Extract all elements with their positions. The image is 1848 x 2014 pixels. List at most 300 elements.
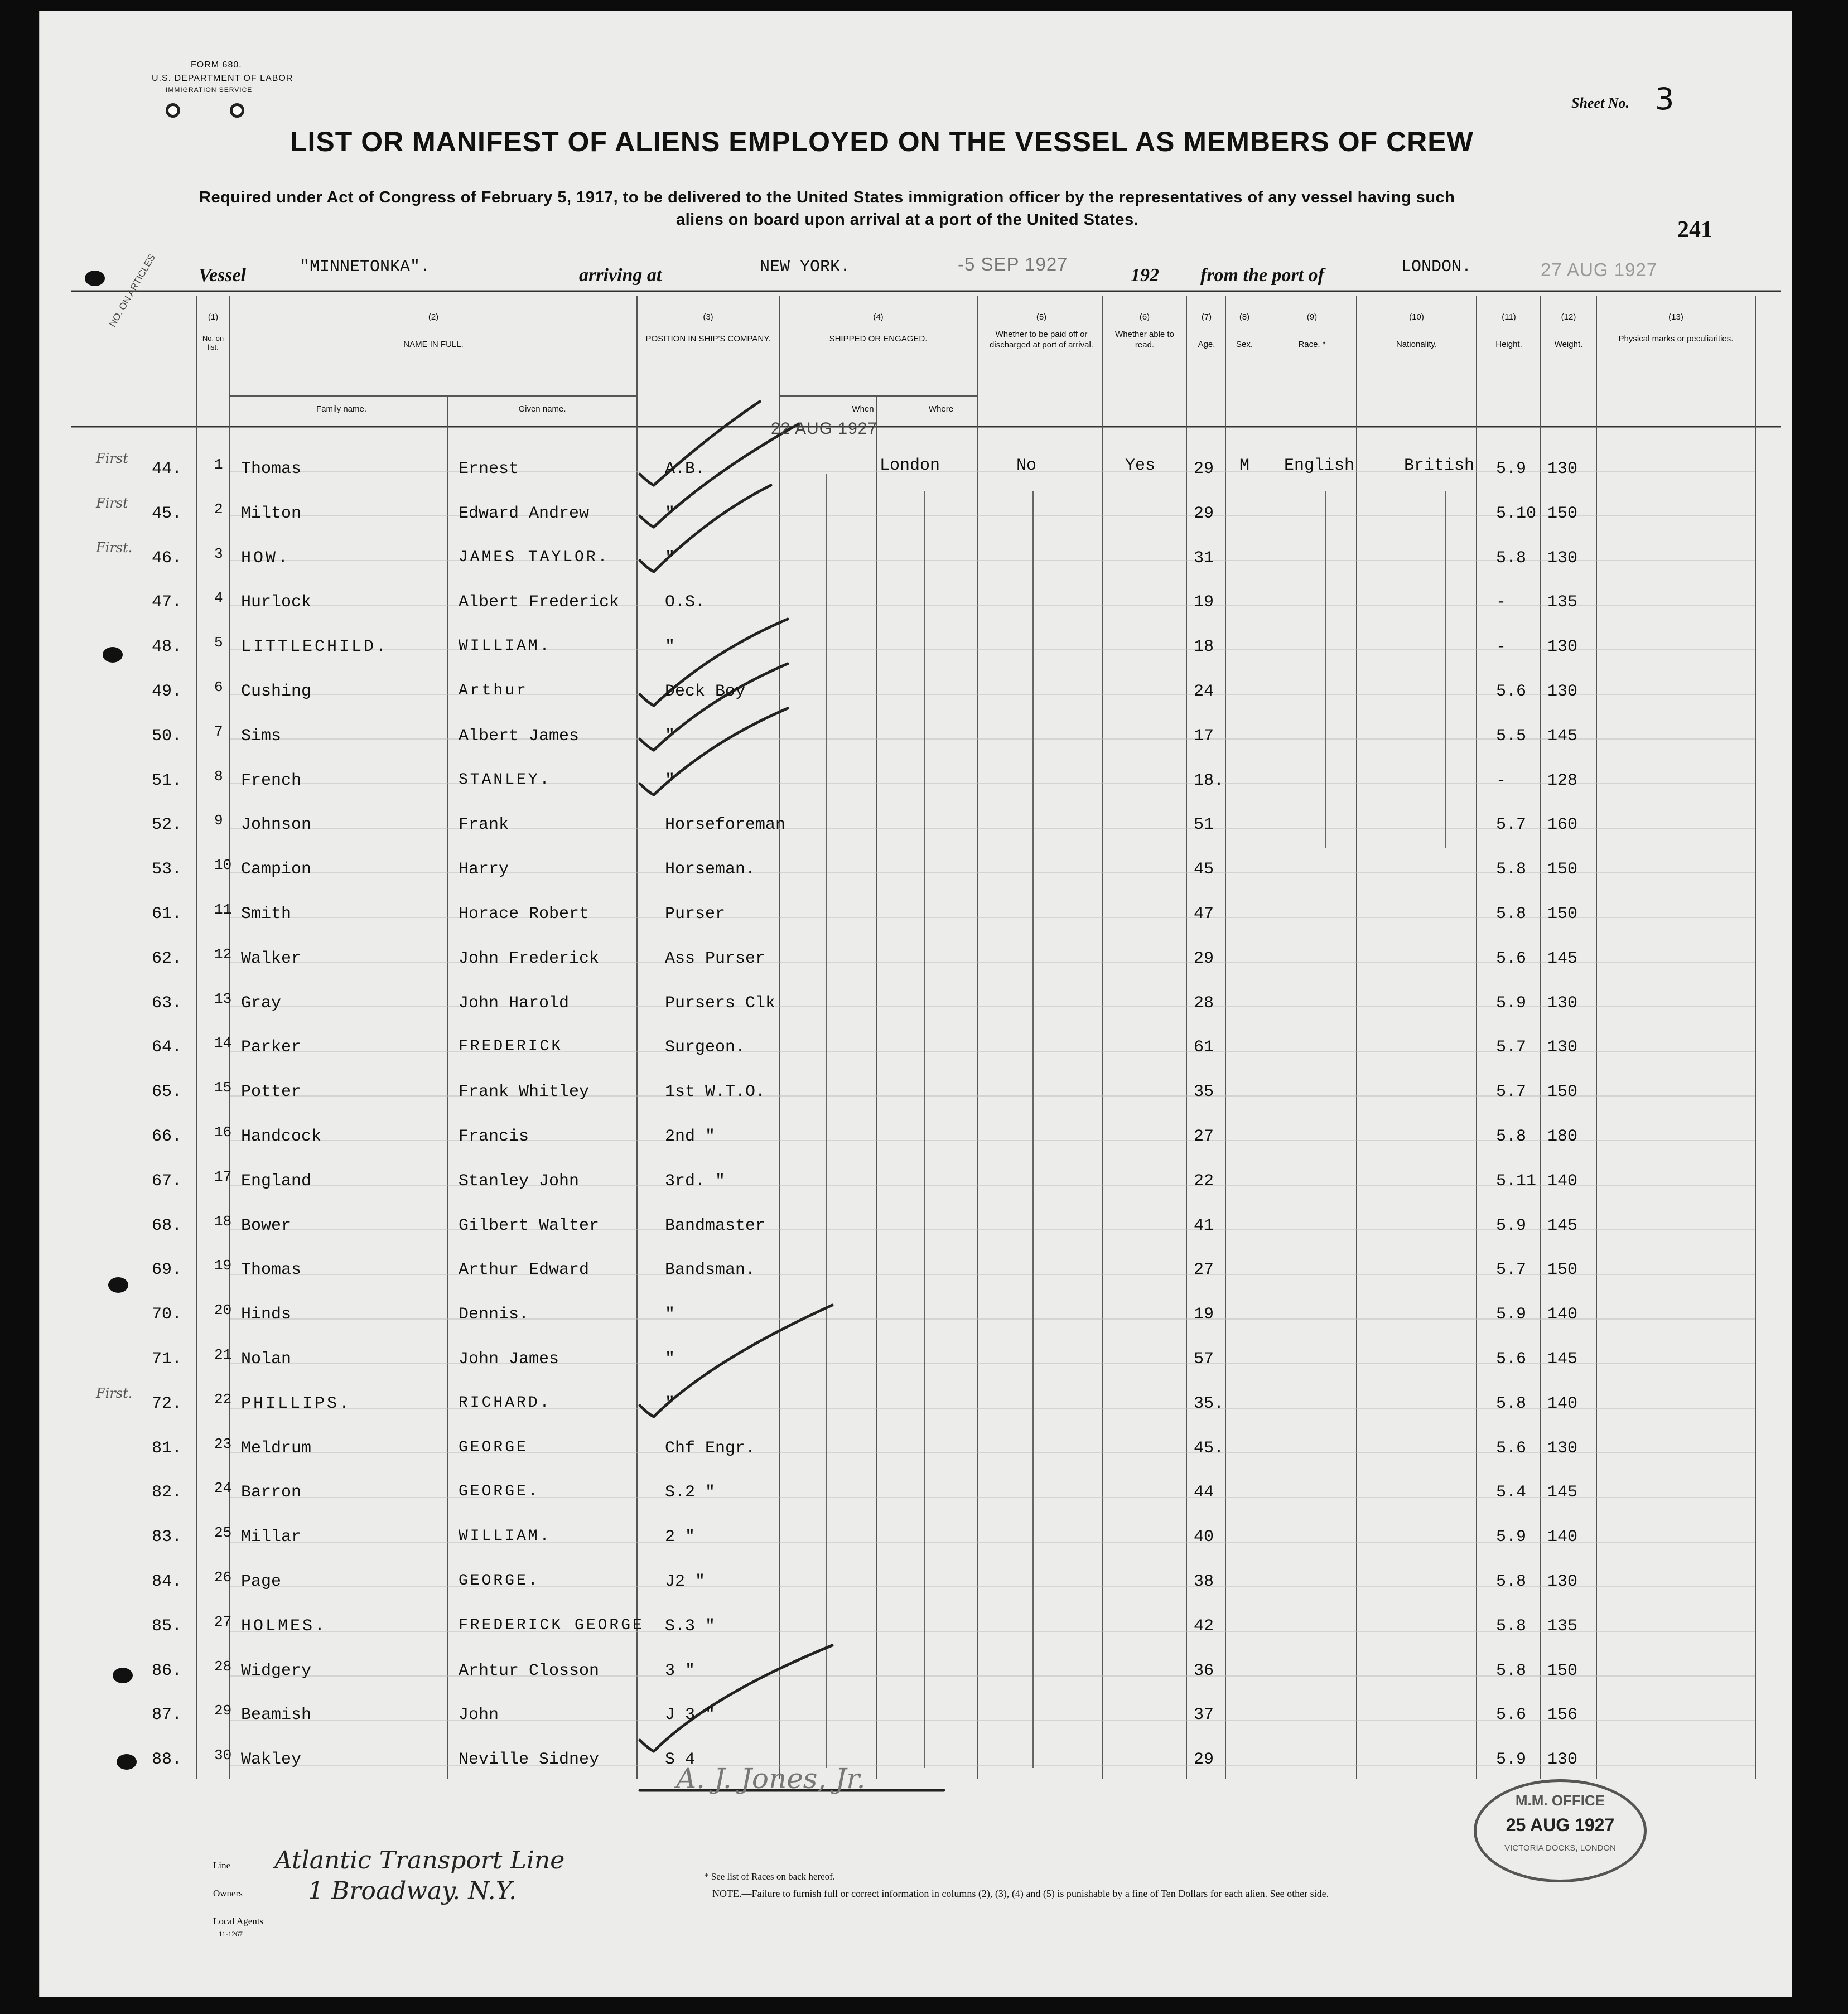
list-number: 18 [214, 1213, 232, 1230]
office-stamp [1474, 1779, 1647, 1882]
position: O.S. [665, 593, 706, 612]
penalty-note: NOTE.—Failure to furnish full or correct information in columns (2), (3), (4) and (5) is punishable by a fine of Ten Dollars for each alien. See other side. [712, 1888, 1329, 1899]
articles-number: 46. [152, 549, 182, 568]
given-name: Francis [459, 1127, 529, 1146]
col-12-number: (12) [1561, 312, 1576, 322]
age: 51 [1194, 815, 1214, 834]
position: Purser [665, 905, 726, 924]
col-9-label: Race. * [1298, 339, 1326, 349]
weight: 130 [1547, 637, 1578, 656]
col-2-given-label: Given name. [518, 404, 566, 414]
list-number: 7 [214, 723, 223, 740]
subtitle-line-1: Required under Act of Congress of February 5, 1917, to be delivered to the United States immigration officer by the representatives of any vessel having such [199, 189, 1455, 206]
articles-number: 65. [152, 1083, 182, 1102]
age: 35. [1194, 1394, 1224, 1413]
weight: 150 [1547, 1083, 1578, 1102]
list-number: 29 [214, 1702, 232, 1719]
col-4-number: (4) [873, 312, 884, 322]
col-3-number: (3) [703, 312, 713, 322]
given-name: Harry [459, 860, 509, 879]
owners-label: Owners [213, 1888, 243, 1899]
height: 5.9 [1496, 994, 1527, 1013]
height: 5.10 [1496, 504, 1537, 523]
list-number: 1 [214, 456, 223, 473]
col-4-where-label: Where [928, 404, 954, 414]
row-1-race: English [1284, 456, 1355, 475]
family-name: Hinds [241, 1305, 292, 1324]
given-name: Ernest [459, 460, 519, 479]
age: 18 [1194, 637, 1214, 656]
family-name: Meldrum [241, 1439, 312, 1458]
height: 5.7 [1496, 1083, 1527, 1102]
age: 19 [1194, 593, 1214, 612]
given-name: Frank [459, 815, 509, 834]
age: 28 [1194, 994, 1214, 1013]
position: 2 " [665, 1528, 696, 1547]
position: Surgeon. [665, 1038, 746, 1057]
age: 17 [1194, 727, 1214, 746]
col-12-label: Weight. [1554, 339, 1583, 349]
list-number: 28 [214, 1658, 232, 1675]
family-name: Wakley [241, 1750, 302, 1769]
list-number: 10 [214, 857, 232, 873]
height: 5.8 [1496, 1662, 1527, 1680]
given-name: STANLEY. [459, 771, 552, 789]
departure-date-stamp: 27 AUG 1927 [1541, 259, 1658, 280]
articles-number: 45. [152, 504, 182, 523]
height: - [1496, 771, 1507, 790]
age: 19 [1194, 1305, 1214, 1324]
arriving-label: arriving at [579, 265, 662, 286]
family-name: HOLMES. [241, 1617, 327, 1636]
col-13-label: Physical marks or peculiarities. [1618, 334, 1734, 344]
weight: 140 [1547, 1305, 1578, 1324]
list-number: 24 [214, 1480, 232, 1496]
height: 5.8 [1496, 549, 1527, 568]
weight: 130 [1547, 682, 1578, 701]
col-10-header [1359, 312, 1474, 350]
list-number: 26 [214, 1569, 232, 1586]
position: Horseforeman [665, 815, 786, 834]
list-number: 27 [214, 1614, 232, 1630]
col-1-number: (1) [208, 312, 219, 322]
office-stamp-top: M.M. OFFICE [1515, 1792, 1605, 1809]
col-8-number: (8) [1239, 312, 1250, 322]
age: 37 [1194, 1706, 1214, 1725]
family-name: Millar [241, 1528, 302, 1547]
height: 5.9 [1496, 1305, 1527, 1324]
family-name: Widgery [241, 1662, 312, 1680]
weight: 145 [1547, 1483, 1578, 1502]
given-name: Horace Robert [459, 905, 590, 924]
articles-number: 50. [152, 727, 182, 746]
weight: 150 [1547, 1662, 1578, 1680]
position: " [665, 1350, 675, 1369]
col-10-label: Nationality. [1396, 339, 1437, 349]
list-number: 6 [214, 679, 223, 696]
given-name: WILLIAM. [459, 1528, 552, 1545]
age: 42 [1194, 1617, 1214, 1636]
given-name: Gilbert Walter [459, 1216, 600, 1235]
position: S.2 " [665, 1483, 716, 1502]
list-number: 22 [214, 1391, 232, 1408]
given-name: Edward Andrew [459, 504, 590, 523]
height: 5.5 [1496, 727, 1527, 746]
vessel-name: "MINNETONKA". [300, 258, 431, 277]
family-name: England [241, 1172, 312, 1191]
age: 29 [1194, 504, 1214, 523]
height: - [1496, 593, 1507, 612]
manifest-sheet [39, 11, 1792, 1997]
family-name: PHILLIPS. [241, 1394, 352, 1413]
position: Deck Boy [665, 682, 746, 701]
articles-number: 53. [152, 860, 182, 879]
articles-number: 71. [152, 1350, 182, 1369]
col-4-when-label: When [852, 404, 874, 414]
position: 2nd " [665, 1127, 716, 1146]
weight: 130 [1547, 994, 1578, 1013]
line-value: Atlantic Transport Line [274, 1846, 565, 1875]
age: 29 [1194, 460, 1214, 479]
list-number: 15 [214, 1079, 232, 1096]
position: 3rd. " [665, 1172, 726, 1191]
position: " [665, 1394, 675, 1413]
sheet-number: 3 [1655, 81, 1675, 117]
position: S 4 [665, 1750, 696, 1769]
col-1-header [202, 312, 224, 352]
age: 35 [1194, 1083, 1214, 1102]
weight: 150 [1547, 860, 1578, 879]
family-name: Page [241, 1572, 282, 1591]
given-name: Dennis. [459, 1305, 529, 1324]
col-11-header [1478, 312, 1540, 350]
articles-number: 72. [152, 1394, 182, 1413]
articles-number: 81. [152, 1439, 182, 1458]
margin-note: First [96, 495, 128, 511]
position: Ass Purser [665, 949, 766, 968]
family-name: Smith [241, 905, 292, 924]
weight: 130 [1547, 460, 1578, 479]
col-11-label: Height. [1495, 339, 1522, 349]
position: " [665, 771, 675, 790]
height: 5.8 [1496, 1572, 1527, 1591]
articles-number: 85. [152, 1617, 182, 1636]
col-9-number: (9) [1306, 312, 1318, 322]
department: U.S. DEPARTMENT OF LABOR [152, 74, 293, 83]
age: 29 [1194, 949, 1214, 968]
race-note: * See list of Races on back hereof. [704, 1871, 836, 1882]
weight: 130 [1547, 1439, 1578, 1458]
service: IMMIGRATION SERVICE [166, 86, 253, 94]
form-code: 11-1267 [219, 1930, 243, 1938]
given-name: John Frederick [459, 949, 600, 968]
articles-number: 63. [152, 994, 182, 1013]
family-name: Hurlock [241, 593, 312, 612]
articles-number: 69. [152, 1260, 182, 1279]
age: 31 [1194, 549, 1214, 568]
owners-value: 1 Broadway. N.Y. [308, 1877, 517, 1905]
age: 47 [1194, 905, 1214, 924]
family-name: Milton [241, 504, 302, 523]
family-name: Johnson [241, 815, 312, 834]
age: 24 [1194, 682, 1214, 701]
weight: 130 [1547, 549, 1578, 568]
col-12-header [1542, 312, 1595, 350]
weight: 140 [1547, 1172, 1578, 1191]
family-name: Potter [241, 1083, 302, 1102]
agents-label: Local Agents [213, 1916, 264, 1926]
position: " [665, 549, 675, 568]
list-number: 16 [214, 1124, 232, 1141]
age: 22 [1194, 1172, 1214, 1191]
col-4-header [782, 312, 974, 345]
list-number: 3 [214, 545, 223, 562]
given-name: JAMES TAYLOR. [459, 549, 610, 566]
height: - [1496, 637, 1507, 656]
position: Pursers Clk [665, 994, 776, 1013]
row-1-sex: M [1239, 456, 1250, 475]
articles-number: 88. [152, 1750, 182, 1769]
family-name: Sims [241, 727, 282, 746]
margin-articles-label: NO. ON ARTICLES [107, 252, 157, 329]
given-name: Stanley John [459, 1172, 580, 1191]
col-8-header [1227, 312, 1262, 350]
position: " [665, 637, 675, 656]
articles-number: 83. [152, 1528, 182, 1547]
family-name: Walker [241, 949, 302, 968]
articles-number: 66. [152, 1127, 182, 1146]
family-name: Nolan [241, 1350, 292, 1369]
articles-number: 49. [152, 682, 182, 701]
articles-number: 51. [152, 771, 182, 790]
age: 57 [1194, 1350, 1214, 1369]
height: 5.7 [1496, 1038, 1527, 1057]
family-name: Thomas [241, 460, 302, 479]
list-number: 17 [214, 1168, 232, 1185]
weight: 130 [1547, 1572, 1578, 1591]
given-name: FREDERICK [459, 1038, 563, 1055]
subtitle-line-2: aliens on board upon arrival at a port of the United States. [676, 211, 1139, 229]
list-number: 13 [214, 991, 232, 1007]
table-grid [40, 11, 1792, 1997]
given-name: RICHARD. [459, 1394, 552, 1412]
col-10-number: (10) [1409, 312, 1424, 322]
position: Horseman. [665, 860, 756, 879]
col-2-header [230, 312, 637, 350]
col-7-number: (7) [1201, 312, 1212, 322]
col-3-label: POSITION IN SHIP'S COMPANY. [645, 334, 771, 344]
age: 41 [1194, 1216, 1214, 1235]
given-name: Frank Whitley [459, 1083, 590, 1102]
age: 38 [1194, 1572, 1214, 1591]
arriving-port: NEW YORK. [760, 258, 851, 277]
vessel-label: Vessel [199, 265, 246, 286]
given-name: Albert Frederick [459, 593, 620, 612]
list-number: 11 [214, 901, 232, 918]
weight: 150 [1547, 905, 1578, 924]
family-name: Beamish [241, 1706, 312, 1725]
col-5-number: (5) [1036, 312, 1047, 322]
row-1-nationality: British [1404, 456, 1475, 475]
height: 5.9 [1496, 1528, 1527, 1547]
position: J 3 " [665, 1706, 716, 1725]
age: 27 [1194, 1260, 1214, 1279]
given-name: John [459, 1706, 499, 1725]
col-5-label: Whether to be paid off or discharged at port of arrival. [990, 329, 1093, 350]
family-name: Thomas [241, 1260, 302, 1279]
col-4-label: SHIPPED OR ENGAGED. [829, 334, 928, 344]
col-6-header [1106, 312, 1184, 350]
given-name: Albert James [459, 727, 580, 746]
given-name: Arthur Edward [459, 1260, 590, 1279]
articles-number: 64. [152, 1038, 182, 1057]
height: 5.8 [1496, 1394, 1527, 1413]
height: 5.7 [1496, 815, 1527, 834]
age: 36 [1194, 1662, 1214, 1680]
age: 40 [1194, 1528, 1214, 1547]
articles-number: 70. [152, 1305, 182, 1324]
family-name: Handcock [241, 1127, 322, 1146]
weight: 140 [1547, 1394, 1578, 1413]
family-name: Gray [241, 994, 282, 1013]
sheet-label: Sheet No. [1571, 95, 1629, 111]
position: J2 " [665, 1572, 706, 1591]
col-5-header [983, 312, 1100, 350]
weight: 156 [1547, 1706, 1578, 1725]
margin-note: First. [96, 540, 133, 556]
position: Chf Engr. [665, 1439, 756, 1458]
weight: 145 [1547, 1216, 1578, 1235]
age: 44 [1194, 1483, 1214, 1502]
given-name: FREDERICK GEORGE [459, 1617, 644, 1634]
shipped-date-stamp: 22 AUG 1927 [771, 419, 878, 438]
list-number: 19 [214, 1257, 232, 1274]
height: 5.8 [1496, 860, 1527, 879]
position: 3 " [665, 1662, 696, 1680]
articles-number: 68. [152, 1216, 182, 1235]
weight: 180 [1547, 1127, 1578, 1146]
position: " [665, 504, 675, 523]
form-number: FORM 680. [191, 60, 242, 70]
weight: 128 [1547, 771, 1578, 790]
col-8-label: Sex. [1236, 339, 1253, 349]
position: Bandmaster [665, 1216, 766, 1235]
from-port: LONDON. [1401, 258, 1472, 277]
height: 5.6 [1496, 1706, 1527, 1725]
col-11-number: (11) [1502, 312, 1516, 322]
given-name: Arthur [459, 682, 528, 699]
list-number: 14 [214, 1035, 232, 1051]
given-name: John Harold [459, 994, 570, 1013]
page-title: LIST OR MANIFEST OF ALIENS EMPLOYED ON THE VESSEL AS MEMBERS OF CREW [290, 126, 1474, 157]
list-number: 4 [214, 590, 223, 606]
margin-note: First. [96, 1385, 133, 1401]
weight: 145 [1547, 727, 1578, 746]
family-name: Parker [241, 1038, 302, 1057]
articles-number: 62. [152, 949, 182, 968]
given-name: Neville Sidney [459, 1750, 600, 1769]
articles-number: 61. [152, 905, 182, 924]
height: 5.4 [1496, 1483, 1527, 1502]
given-name: GEORGE. [459, 1483, 540, 1500]
arrival-date-stamp: -5 SEP 1927 [958, 254, 1068, 274]
col-2-number: (2) [428, 312, 439, 322]
weight: 135 [1547, 593, 1578, 612]
articles-number: 48. [152, 637, 182, 656]
weight: 150 [1547, 1260, 1578, 1279]
age: 61 [1194, 1038, 1214, 1057]
office-stamp-date: 25 AUG 1927 [1506, 1815, 1615, 1835]
weight: 150 [1547, 504, 1578, 523]
list-number: 9 [214, 812, 223, 829]
col-2-label: NAME IN FULL. [403, 339, 464, 349]
height: 5.9 [1496, 1750, 1527, 1769]
position: " [665, 1305, 675, 1324]
height: 5.9 [1496, 460, 1527, 479]
articles-number: 67. [152, 1172, 182, 1191]
family-name: Barron [241, 1483, 302, 1502]
col-2-family-label: Family name. [316, 404, 367, 414]
height: 5.6 [1496, 1439, 1527, 1458]
age: 18. [1194, 771, 1224, 790]
col-3-header [640, 312, 776, 345]
row-1-read: Yes [1125, 456, 1156, 475]
height: 5.7 [1496, 1260, 1527, 1279]
list-number: 20 [214, 1302, 232, 1318]
height: 5.11 [1496, 1172, 1537, 1191]
list-number: 12 [214, 946, 232, 963]
col-9-header [1267, 312, 1357, 350]
weight: 130 [1547, 1038, 1578, 1057]
page-number: 241 [1677, 217, 1712, 243]
col-6-label: Whether able to read. [1115, 329, 1174, 350]
age: 45 [1194, 860, 1214, 879]
row-1-paid-off: No [1016, 456, 1037, 475]
weight: 145 [1547, 949, 1578, 968]
age: 45. [1194, 1439, 1224, 1458]
position: A.B. [665, 460, 706, 479]
articles-number: 47. [152, 593, 182, 612]
margin-note: First [96, 451, 128, 466]
list-number: 30 [214, 1747, 232, 1764]
family-name: HOW. [241, 549, 291, 568]
row-1-where: London [880, 456, 940, 475]
given-name: WILLIAM. [459, 637, 552, 655]
articles-number: 86. [152, 1662, 182, 1680]
list-number: 8 [214, 768, 223, 785]
age: 27 [1194, 1127, 1214, 1146]
height: 5.8 [1496, 1617, 1527, 1636]
list-number: 25 [214, 1524, 232, 1541]
year-label: 192 [1131, 265, 1159, 286]
signature: A. J. Jones, Jr. [676, 1762, 866, 1795]
height: 5.6 [1496, 1350, 1527, 1369]
col-7-header [1189, 312, 1224, 350]
position: 1st W.T.O. [665, 1083, 766, 1102]
col-13-number: (13) [1668, 312, 1683, 322]
col-1-label: No. on list. [202, 334, 224, 351]
articles-number: 87. [152, 1706, 182, 1725]
weight: 130 [1547, 1750, 1578, 1769]
family-name: French [241, 771, 302, 790]
office-stamp-bottom: VICTORIA DOCKS, LONDON [1504, 1843, 1616, 1853]
given-name: GEORGE. [459, 1572, 540, 1590]
list-number: 21 [214, 1346, 232, 1363]
family-name: Cushing [241, 682, 312, 701]
height: 5.8 [1496, 905, 1527, 924]
col-13-header [1599, 312, 1753, 345]
articles-number: 82. [152, 1483, 182, 1502]
